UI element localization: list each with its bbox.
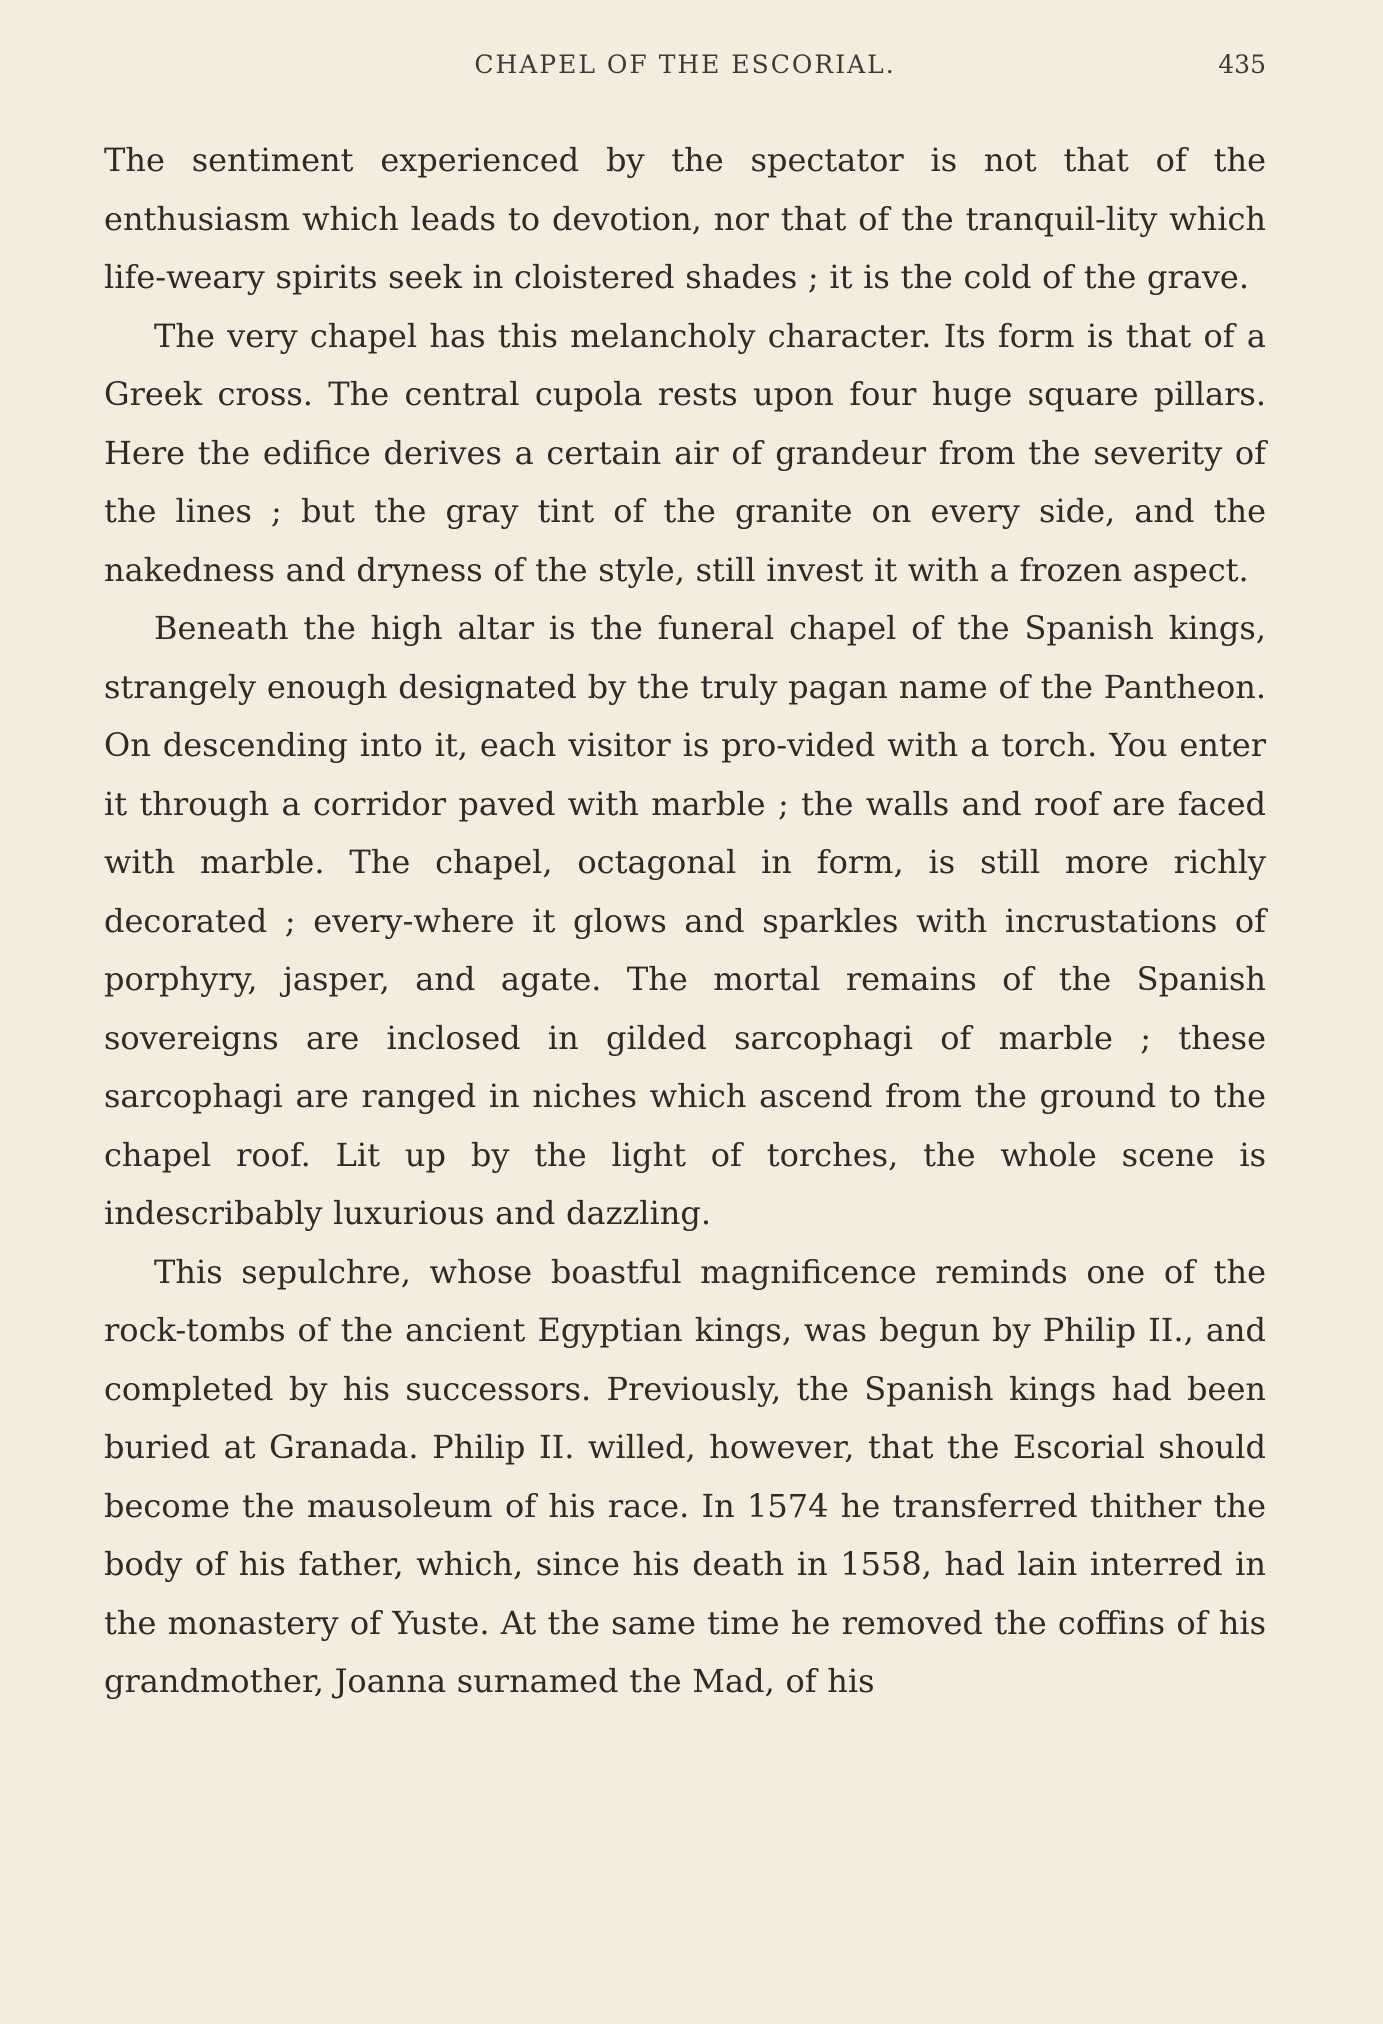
paragraph: Beneath the high altar is the funeral chapel of the Spanish kings, strangely enough designated by the truly pagan name of the Pantheon. On descending into it, each visitor is pro-vided with a torch. You enter it through a corridor paved with marble ; the walls and roof are faced with marble. The chapel, octagonal in form, is still more richly decorated ; every-where it glows and sparkles with incrustations of porphyry, jasper, and agate. The mortal remains of the Spanish sovereigns are inclosed in gilded sarcophagi of marble ; these sarcophagi are ranged in niches which ascend from the ground to the chapel roof. Lit up by the light of torches, the whole scene is indescribably luxurious and dazzling.: [104, 609, 1266, 1232]
running-title: CHAPEL OF THE ESCORIAL.: [474, 50, 896, 79]
page-number: 435: [1218, 50, 1266, 79]
paragraph: The sentiment experienced by the spectator is not that of the enthusiasm which leads to devotion, nor that of the tranquil-lity which life-weary spirits seek in cloistered shades ; it is the cold of the grave.: [104, 141, 1266, 296]
paragraph: This sepulchre, whose boastful magnificence reminds one of the rock-tombs of the ancient Egyptian kings, was begun by Philip II., and completed by his successors. Previously, the Spanish kings had been buried at Granada. Philip II. willed, however, that the Escorial should become the mausoleum of his race. In 1574 he transferred thither the body of his father, which, since his death in 1558, had lain interred in the monastery of Yuste. At the same time he removed the coffins of his grandmother, Joanna surnamed the Mad, of his: [104, 1252, 1266, 1700]
running-head: [104, 50, 1266, 90]
body-text: [104, 131, 1266, 1711]
paragraph: The very chapel has this melancholy character. Its form is that of a Greek cross. The central cupola rests upon four huge square pillars. Here the edifice derives a certain air of grandeur from the severity of the lines ; but the gray tint of the granite on every side, and the nakedness and dryness of the style, still invest it with a frozen aspect.: [104, 316, 1266, 589]
